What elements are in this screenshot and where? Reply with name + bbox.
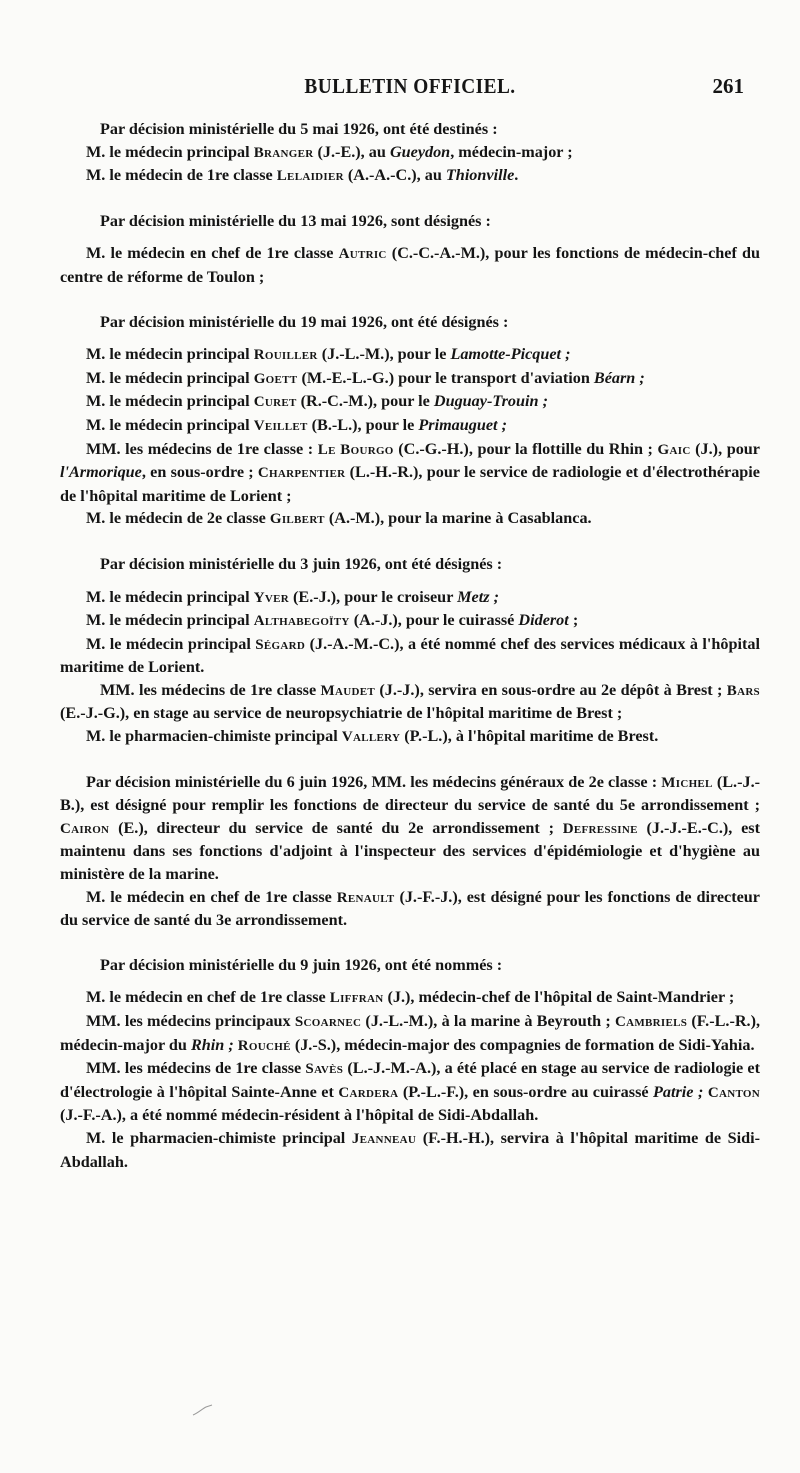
appointment-entry <box>60 164 760 188</box>
appointment-entry <box>60 886 760 932</box>
text-run: M. le médecin principal <box>86 415 254 434</box>
text-run: (L.-H.-R.), pour le service de radiologie et d'électrothérapie de l'hôpital maritime de Lorient ; <box>60 463 760 505</box>
text-run: M. le médecin en chef de 1re classe <box>86 244 339 263</box>
person-name: Gaic <box>657 441 691 458</box>
person-name: Branger <box>253 144 314 161</box>
appointment-entry <box>60 1127 760 1173</box>
text-run: (A.-M.), pour la marine à Casablanca. <box>324 509 592 528</box>
ship-name: Rhin ; <box>191 1035 234 1054</box>
text-run: , en sous-ordre ; <box>141 463 258 482</box>
appointment-entry <box>60 1010 760 1057</box>
person-name: Lelaidier <box>276 168 344 185</box>
ship-name: l'Armorique <box>60 463 142 482</box>
text-run: (J.-A.-M.-C.), a été nommé chef des services médicaux à l'hôpital maritime de Lorient. <box>60 634 760 677</box>
person-name: Gilbert <box>269 511 325 528</box>
text-run: (J.-J.), servira en sous-ordre au 2e dépôt à Brest ; <box>375 680 727 699</box>
text-run: MM. les médecins de 1re classe <box>100 680 321 699</box>
decision-intro: Par décision ministérielle du 13 mai 1926, sont désignés : <box>100 211 491 230</box>
text-run: M. le médecin en chef de 1re classe <box>86 988 330 1007</box>
text-run: M. le pharmacien-chimiste principal <box>86 1128 352 1147</box>
appointment-entry <box>60 633 760 679</box>
page-title: BULLETIN OFFICIEL. <box>304 74 516 98</box>
page-header <box>60 74 760 104</box>
ship-name: Gueydon <box>389 142 451 161</box>
appointment-entry <box>60 1057 760 1127</box>
text-run: (E.-J.-G.), en stage au service de neuropsychiatrie de l'hôpital maritime de Brest ; <box>60 704 623 723</box>
text-run: M. le médecin principal <box>86 345 254 364</box>
text-run: M. le pharmacien-chimiste principal <box>86 727 342 746</box>
text-run: (J.), pour <box>690 439 760 458</box>
text-run: Par décision ministérielle du 6 juin 1926, MM. les médecins généraux de 2e classe : <box>86 772 662 791</box>
text-run: . <box>514 166 519 185</box>
appointment-entry <box>60 986 760 1010</box>
appointment-entry <box>60 343 760 367</box>
person-name: Vallery <box>341 729 401 746</box>
appointment-entry <box>60 390 760 414</box>
person-name: Veillet <box>253 417 308 434</box>
person-name: Maudet <box>320 682 375 699</box>
page-number: 261 <box>712 74 744 98</box>
text-run: (E.), directeur du service de santé du 2e arrondissement ; <box>109 818 563 837</box>
person-name: Charpentier <box>257 465 346 482</box>
appointment-entry <box>60 141 760 165</box>
text-run: MM. les médecins de 1re classe : <box>86 439 318 458</box>
appointment-entry <box>60 367 760 391</box>
text-run: (F.-L.-R.), médecin-major du <box>60 1012 761 1054</box>
ship-name: Thionville <box>445 166 515 185</box>
person-name: Canton <box>707 1084 761 1101</box>
person-name: Michel <box>661 774 713 791</box>
text-run: (B.-L.), pour le <box>307 415 419 434</box>
stray-pencil-mark <box>192 1403 214 1417</box>
text-run: , médecin-major ; <box>450 142 573 161</box>
appointment-entry <box>60 725 760 749</box>
person-name: Ségard <box>255 636 306 653</box>
person-name: Curet <box>253 394 297 411</box>
ship-name: Béarn ; <box>593 368 645 387</box>
appointment-entry <box>60 507 760 531</box>
text-run: (E.-J.), pour le croiseur <box>288 587 458 606</box>
ship-name: Primauguet ; <box>418 415 507 434</box>
ship-name: Diderot <box>518 611 569 630</box>
text-run: (J.-L.-M.), pour le <box>317 345 451 364</box>
text-run: (A.-J.), pour le cuirassé <box>349 611 519 630</box>
person-name: Bars <box>726 682 760 699</box>
person-name: Defressine <box>562 820 638 837</box>
text-run: (M.-E.-L.-G.) pour le transport d'aviation <box>297 368 594 387</box>
document-body <box>60 118 760 1173</box>
person-name: Jeanneau <box>351 1130 417 1147</box>
text-run: M. le médecin en chef de 1re classe <box>86 887 337 906</box>
person-name: Yver <box>253 589 289 606</box>
text-run: (J.), médecin-chef de l'hôpital de Saint-Mandrier ; <box>383 988 735 1007</box>
person-name: Cardera <box>338 1084 399 1101</box>
appointment-entry <box>60 609 760 633</box>
text-run: (F.-H.-H.), servira à l'hôpital maritime de Sidi-Abdallah. <box>60 1128 761 1171</box>
text-run: M. le médecin principal <box>86 142 254 161</box>
text-run: (J.-S.), médecin-major des compagnies de formation de Sidi-Yahia. <box>290 1035 755 1054</box>
text-run: (J.-F.-A.), a été nommé médecin-résident à l'hôpital de Sidi-Abdallah. <box>60 1106 539 1125</box>
ship-name: Patrie ; <box>653 1082 704 1101</box>
person-name: Liffran <box>329 990 384 1007</box>
decision-intro: Par décision ministérielle du 3 juin 1926, ont été désignés : <box>100 554 503 573</box>
appointment-entry <box>60 679 760 725</box>
person-name: Rouché <box>237 1037 291 1054</box>
appointment-entry <box>60 242 760 288</box>
person-name: Rouiller <box>253 347 318 364</box>
text-run: (L.-J.-B.), est désigné pour remplir les fonctions de directeur du service de santé du 5e arrondissement ; <box>60 772 761 815</box>
decision-intro: Par décision ministérielle du 19 mai 1926, ont été désignés : <box>100 312 509 331</box>
text-run: (C.-G.-H.), pour la flottille du Rhin ; <box>393 439 658 458</box>
text-run: (P.-L.-F.), en sous-ordre au cuirassé <box>398 1082 654 1101</box>
text-run: M. le médecin principal <box>86 368 254 387</box>
text-run: (J.-L.-M.), à la marine à Beyrouth ; <box>361 1012 615 1030</box>
text-run: M. le médecin principal <box>86 392 254 411</box>
text-run: (J.-F.-J.), est désigné pour les fonctions de directeur du service de santé du 3e arrondissement. <box>60 887 760 930</box>
text-run: (J.-E.), au <box>313 142 390 161</box>
decision-intro: Par décision ministérielle du 9 juin 1926, ont été nommés : <box>100 955 503 974</box>
text-run: M. le médecin principal <box>86 634 256 653</box>
ship-name: Metz ; <box>457 587 499 606</box>
text-run: M. le médecin principal <box>86 611 254 630</box>
text-run: MM. les médecins de 1re classe <box>86 1059 306 1078</box>
person-name: Savès <box>305 1061 344 1078</box>
person-name: Cambriels <box>614 1014 688 1030</box>
person-name: Autric <box>338 246 387 263</box>
text-run: (P.-L.), à l'hôpital maritime de Brest. <box>400 727 659 746</box>
person-name: Althabegoïty <box>253 613 350 630</box>
person-name: Cairon <box>60 820 110 837</box>
text-run: (C.-C.-A.-M.), pour les fonctions de médecin-chef du centre de réforme de Toulon ; <box>60 244 761 286</box>
text-run: M. le médecin de 1re classe <box>86 166 277 185</box>
text-run: (J.-J.-E.-C.), est maintenu dans ses fonctions d'adjoint à l'inspecteur des services d'épidémiologie et d'hygiène au ministère de la marine. <box>60 818 760 884</box>
text-run: ; <box>568 611 579 630</box>
text-run: M. le médecin de 2e classe <box>86 509 270 528</box>
person-name: Goett <box>253 370 298 387</box>
text-run: (L.-J.-M.-A.), a été placé en stage au service de radiologie et d'électrologie à l'hôpital Sainte-Anne et <box>60 1059 760 1101</box>
ship-name: Lamotte-Picquet ; <box>450 345 571 364</box>
text-run: (R.-C.-M.), pour le <box>296 392 434 411</box>
text-run: (A.-A.-C.), au <box>343 166 446 185</box>
person-name: Scoarnec <box>294 1014 362 1030</box>
ship-name: Duguay-Trouin ; <box>433 392 548 411</box>
person-name: Renault <box>336 889 395 906</box>
person-name: Le Bourgo <box>317 441 394 458</box>
text-run: MM. les médecins principaux <box>86 1012 295 1030</box>
text-run: M. le médecin principal <box>86 587 254 606</box>
appointment-entry <box>60 414 760 438</box>
decision-paragraph <box>60 771 760 886</box>
decision-intro: Par décision ministérielle du 5 mai 1926, ont été destinés : <box>100 120 498 138</box>
appointment-entry <box>60 586 760 610</box>
appointment-entry <box>60 438 760 508</box>
